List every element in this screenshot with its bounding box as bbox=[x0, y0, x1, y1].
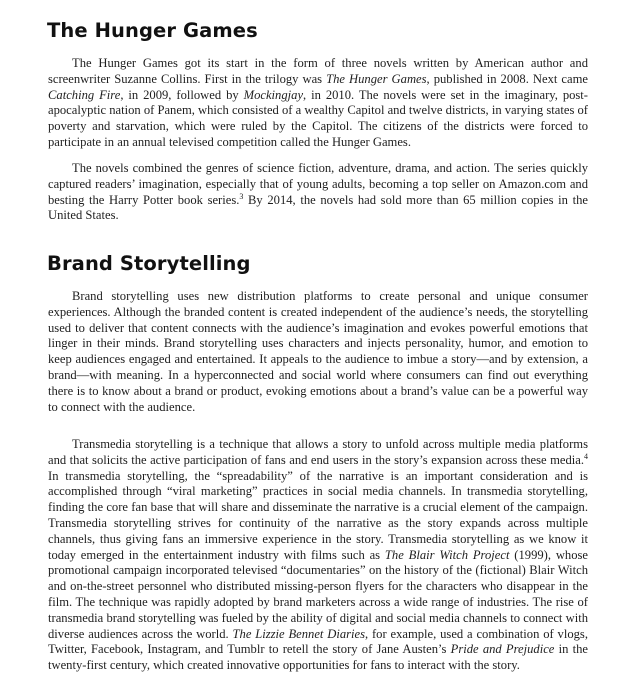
text-run: , in 2010. The novels were set in the imaginary, post-apocalyptic nation of Panem, which consisted of a wealthy Capitol and twelve districts, in varying states of poverty and starvation, which were ruled by the Capitol. The citizens of the districts were forced to participate in an annual televised competition called the Hunger Games. bbox=[48, 87, 589, 149]
footnote-ref-4: 4 bbox=[584, 451, 588, 461]
book-title-hunger-games: The Hunger Games bbox=[326, 71, 427, 86]
book-title-pride-prejudice: Pride and Prejudice bbox=[450, 642, 555, 657]
paragraph-brand-storytelling: Brand storytelling uses new distribution platforms to create personal and unique consumer experiences. Although the branded content is created independent of the audience’s needs, the storytelling used to deliver that content connects with the audience’s imagination and evokes powerful emotions that linger in their minds. Brand storytelling uses characters and injects personality, humor, and emotion to keep audiences engaged and entertained. It appeals to the audience to imbue a story—and by extension, a brand—with meaning. In a hyperconnected and social world where consumers can find out everything there is to know about a brand or product, evoking emotions about a brand’s value can be a powerful way to connect with the audience. bbox=[48, 289, 588, 414]
text-run: , published in 2008. Next came bbox=[426, 71, 588, 86]
paragraph-hunger-games-intro bbox=[48, 56, 588, 151]
paragraph-transmedia-storytelling bbox=[48, 437, 588, 674]
paragraph-hunger-games-genres bbox=[48, 161, 588, 224]
text-run: , in 2009, followed by bbox=[120, 87, 244, 102]
book-title-mockingjay: Mockingjay bbox=[243, 87, 304, 102]
section-heading-brand-storytelling: Brand Storytelling bbox=[47, 252, 251, 275]
text-run: in the twenty-first century, which created innovative opportunities for fans to interact with the story. bbox=[48, 642, 588, 673]
series-title-lizzie-bennet: The Lizzie Bennet Diaries bbox=[232, 626, 366, 641]
text-run: In transmedia storytelling, the “spreadability” of the narrative is an important consideration and is accomplished through “viral marketing” practices in social media channels. In transmedia storytelling, finding the core fan base that will share and disseminate the narrative is a crucial element of the campaign. Transmedia storytelling strives for continuity of the narrative as the story expands across multiple channels, thus giving fans an immersive experience in the story. Transmedia storytelling as we know it today emerged in the entertainment industry with films such as bbox=[48, 468, 588, 562]
text-run: , for example, used a combination of vlogs, Twitter, Facebook, Instagram, and Tumblr to retell the story of Jane Austen’s bbox=[48, 626, 588, 657]
film-title-blair-witch: The Blair Witch Project bbox=[384, 547, 510, 562]
footnote-ref-3: 3 bbox=[239, 191, 244, 201]
section-heading-hunger-games: The Hunger Games bbox=[47, 19, 258, 42]
text-run: The Hunger Games got its start in the form of three novels written by American author and screenwriter Suzanne Collins. First in the trilogy was bbox=[48, 56, 588, 86]
text-run: (1999), whose promotional campaign incorporated televised “documentaries” on the history of the (fictional) Blair Witch and on-the-street personnel who distributed missing-person flyers for the characters who disappear in the film. The technique was rapidly adopted by brand marketers across a wide range of industries. The rise of transmedia brand storytelling was fueled by the ability of digital and social media channels to connect with diverse audiences across the world. bbox=[48, 547, 589, 641]
text-run: Transmedia storytelling is a technique that allows a story to unfold across multiple media platforms and that solicits the active participation of fans and end users in the story’s expansion across these media. bbox=[48, 437, 588, 467]
text-run: By 2014, the novels had sold more than 65 million copies in the United States. bbox=[48, 192, 588, 223]
book-title-catching-fire: Catching Fire bbox=[48, 87, 121, 102]
text-run: The novels combined the genres of science fiction, adventure, drama, and action. The series quickly captured readers’ imagination, especially that of young adults, becoming a top seller on Amazon.com and besting the Harry Potter book series. bbox=[48, 161, 588, 207]
